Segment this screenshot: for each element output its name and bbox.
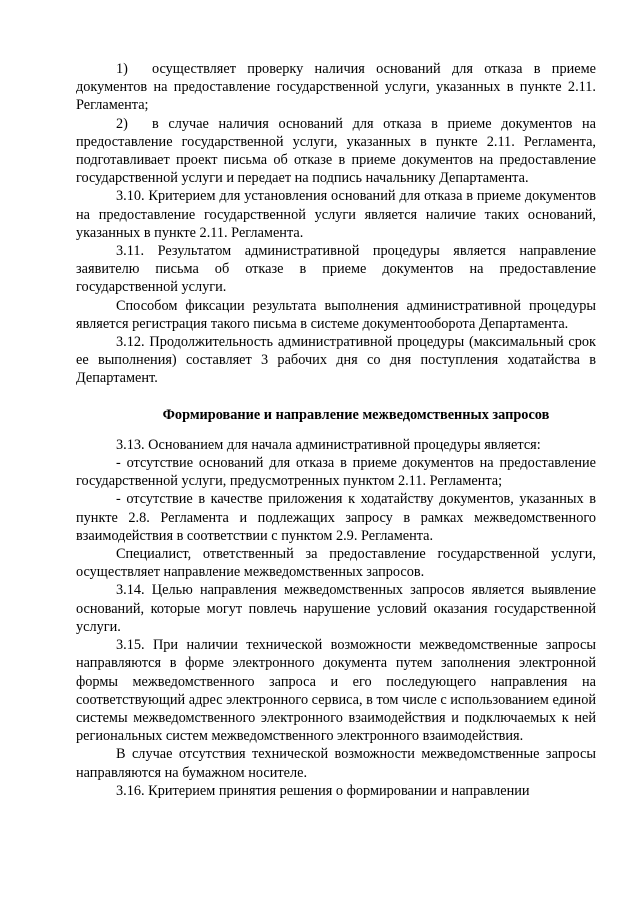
paragraph: 3.10. Критерием для установления оснований для отказа в приеме документов на предоставление государственной услуги является наличие таких оснований, указанных в пункте 2.11. Регламента. — [76, 188, 596, 241]
paragraph: - отсутствие оснований для отказа в приеме документов на предоставление государственной услуги, предусмотренных пунктом 2.11. Регламента; — [76, 455, 596, 490]
section-heading: Формирование и направление межведомственных запросов — [162, 406, 550, 423]
paragraph: 3.13. Основанием для начала административной процедуры является: — [116, 436, 541, 453]
list-text: осуществляет проверку наличия оснований для отказа в приеме документов на предоставление государственной услуги, указанных в пункте 2.11. Регламента; — [76, 61, 596, 114]
paragraph: 3.14. Целью направления межведомственных запросов является выявление оснований, которые могут повлечь нарушение условий оказания государственной услуги. — [76, 582, 596, 635]
list-text: в случае наличия оснований для отказа в приеме документов на предоставление государственной услуги, указанных в пункте 2.11. Регламента, подготавливает проект письма об отказе в приеме документов на предоставление государственной услуги и передает на подпись начальнику Департамента. — [76, 115, 596, 187]
list-number: 1) — [116, 61, 128, 77]
paragraph: 3.15. При наличии технической возможности межведомственные запросы направляются в форме электронного документа путем заполнения электронной формы межведомственного запроса и его последующего направления на соответствующий адрес электронного сервиса, в том числе с использованием единой системы межведомственного электронного взаимодействия и подключаемых к ней региональных систем межведомственного электронного взаимодействия. — [76, 637, 596, 745]
spacer — [76, 388, 596, 406]
document-page — [76, 60, 596, 800]
paragraph: - отсутствие в качестве приложения к ходатайству документов, указанных в пункте 2.8. Регламента и подлежащих запросу в рамках межведомственного взаимодействия в соответствии с пунктом 2.9. Регламента. — [76, 491, 596, 544]
spacer — [76, 424, 596, 436]
paragraph: Специалист, ответственный за предоставление государственной услуги, осуществляет направление межведомственных запросов. — [76, 546, 596, 581]
paragraph: В случае отсутствия технической возможности межведомственные запросы направляются на бумажном носителе. — [76, 746, 596, 781]
list-item — [76, 115, 596, 188]
paragraph: 3.11. Результатом административной процедуры является направление заявителю письма об отказе в приеме документов на предоставление государственной услуги. — [76, 243, 596, 296]
list-number: 2) — [116, 115, 128, 132]
paragraph: 3.12. Продолжительность административной процедуры (максимальный срок ее выполнения) составляет 3 рабочих дня со дня поступления ходатайства в Департамент. — [76, 334, 596, 387]
paragraph: 3.16. Критерием принятия решения о формировании и направлении — [116, 782, 530, 799]
list-item — [76, 60, 596, 115]
paragraph: Способом фиксации результата выполнения административной процедуры является регистрация такого письма в системе документооборота Департамента. — [76, 297, 596, 332]
